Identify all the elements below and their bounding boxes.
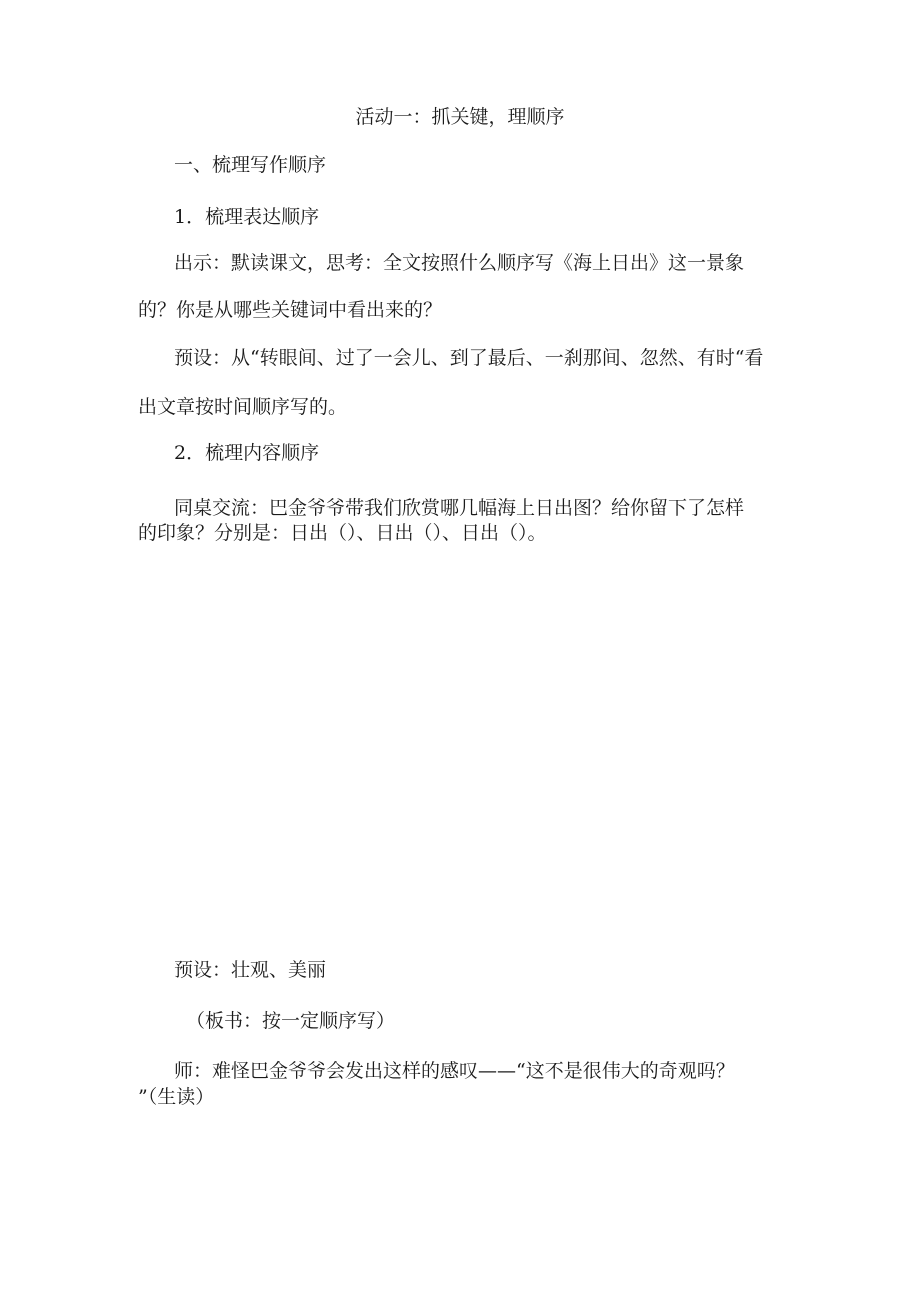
teacher-line1: 师：难怪巴金爷爷会发出这样的感叹——“这不是很伟大的奇观吗？ bbox=[174, 1060, 735, 1082]
item2-heading: 2．梳理内容顺序 bbox=[174, 442, 320, 464]
item2-exchange-line2: 的印象？分别是：日出（）、日出（）、日出（）。 bbox=[138, 522, 547, 544]
item2-exchange-line1: 同桌交流：巴金爷爷带我们欣赏哪几幅海上日出图？给你留下了怎样 bbox=[174, 497, 745, 519]
item1-prompt-line1: 出示：默读课文，思考：全文按照什么顺序写《海上日出》这一景象 bbox=[174, 252, 745, 274]
preset-adjectives: 预设：壮观、美丽 bbox=[174, 959, 327, 981]
teacher-line2: ”（生读） bbox=[138, 1086, 215, 1108]
item1-prompt-line2: 的？你是从哪些关键词中看出来的？ bbox=[138, 299, 443, 321]
section-heading: 一、梳理写作顺序 bbox=[174, 154, 327, 176]
activity-title: 活动一：抓关键，理顺序 bbox=[355, 106, 565, 128]
item1-heading: 1．梳理表达顺序 bbox=[174, 206, 320, 228]
item1-preset-line2: 出文章按时间顺序写的。 bbox=[138, 396, 348, 418]
item1-preset-line1: 预设：从“转眼间、过了一会儿、到了最后、一刹那间、忽然、有时“看 bbox=[174, 347, 764, 369]
blackboard-note: （板书：按一定顺序写） bbox=[186, 1010, 396, 1032]
